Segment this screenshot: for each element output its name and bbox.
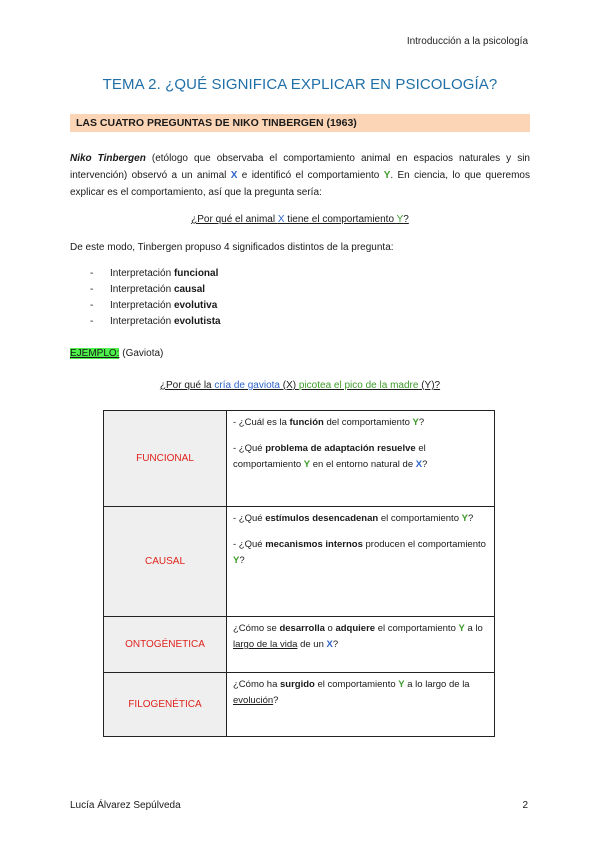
- lead-sentence: De este modo, Tinbergen propuso 4 significados distintos de la pregunta:: [70, 242, 394, 253]
- list-item: - Interpretación funcional: [90, 268, 219, 279]
- row-label: FILOGENÉTICA: [104, 673, 227, 737]
- main-question: ¿Por qué el animal X tiene el comportamiento Y?: [191, 214, 409, 225]
- row-content: ¿Cómo se desarrolla o adquiere el comportamiento Y a lo largo de la vida de un X?: [227, 617, 495, 673]
- example-question: ¿Por qué la cría de gaviota (X) picotea el pico de la madre (Y)?: [159, 380, 441, 391]
- example-label: EJEMPLO: (Gaviota): [70, 348, 164, 359]
- interpretation-list: [90, 266, 221, 330]
- row-label: CAUSAL: [104, 507, 227, 617]
- list-item: - Interpretación causal: [90, 284, 206, 295]
- intro-text: e identificó el comportamiento: [237, 170, 384, 181]
- author-name: Niko Tinbergen: [70, 153, 146, 164]
- section-heading: LAS CUATRO PREGUNTAS DE NIKO TINBERGEN (1963): [70, 114, 530, 132]
- intro-text: (etólogo que observaba el comportamiento animal en espacios naturales y sin intervención) observó a un animal: [70, 153, 530, 181]
- page-title: TEMA 2. ¿QUÉ SIGNIFICA EXPLICAR EN PSICOLOGÍA?: [102, 76, 498, 93]
- footer-author: Lucía Álvarez Sepúlveda: [70, 800, 181, 811]
- running-header: Introducción a la psicología: [406, 36, 528, 47]
- page-number: 2: [522, 800, 528, 811]
- variable-x: X: [230, 170, 238, 181]
- table-row: [104, 411, 495, 507]
- table-row: [104, 617, 495, 673]
- row-label: ONTOGÉNETICA: [104, 617, 227, 673]
- table-row: [104, 507, 495, 617]
- list-item: - Interpretación evolutiva: [90, 300, 218, 311]
- tinbergen-table: [103, 410, 495, 737]
- intro-text: . En ciencia, lo que queremos explicar es el comportamiento, así que la pregunta sería:: [70, 170, 530, 198]
- row-content: ¿Cómo ha surgido el comportamiento Y a lo largo de la evolución?: [227, 673, 495, 737]
- row-content: - ¿Cuál es la función del comportamiento Y? - ¿Qué problema de adaptación resuelve el comportamiento Y en el entorno natural de X?: [227, 411, 495, 507]
- table-row: [104, 673, 495, 737]
- row-content: - ¿Qué estímulos desencadenan el comportamiento Y? - ¿Qué mecanismos internos producen el comportamiento Y?: [227, 507, 495, 617]
- intro-paragraph: [70, 150, 530, 201]
- list-item: - Interpretación evolutista: [90, 316, 221, 327]
- variable-y: Y: [383, 170, 391, 181]
- row-label: FUNCIONAL: [104, 411, 227, 507]
- example-tag: EJEMPLO:: [70, 348, 120, 359]
